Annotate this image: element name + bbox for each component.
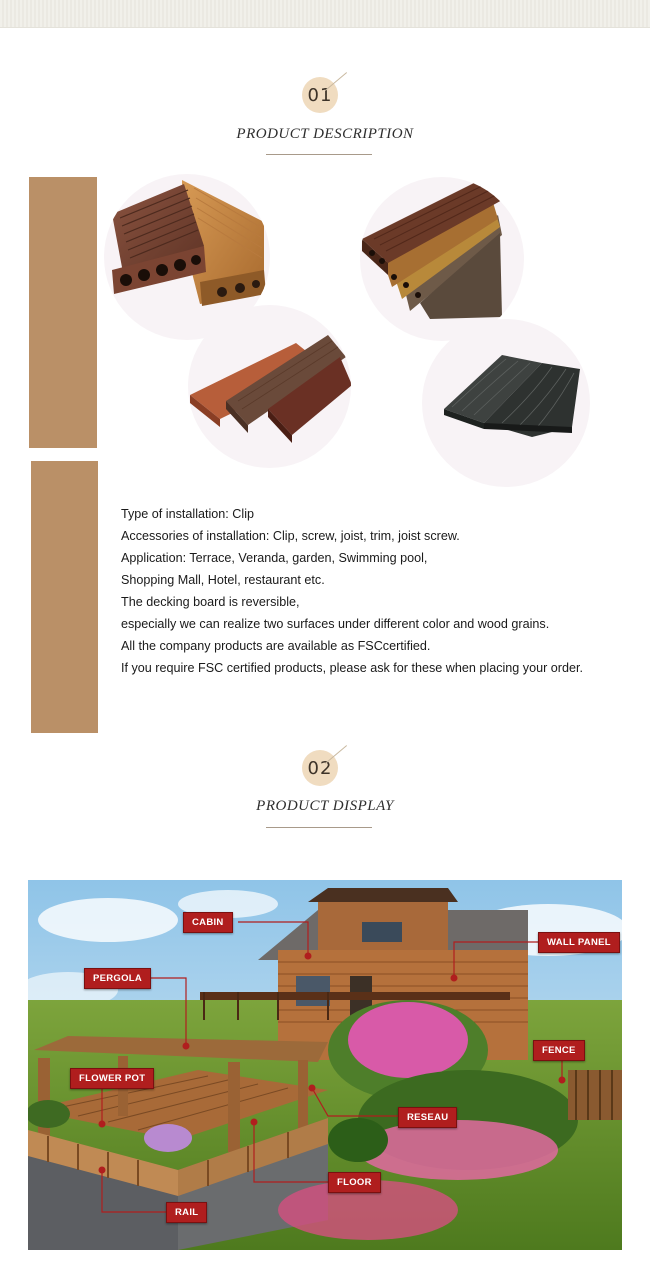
label-rail: RAIL bbox=[166, 1202, 207, 1223]
label-reseau: RESEAU bbox=[398, 1107, 457, 1128]
label-flower-pot: FLOWER POT bbox=[70, 1068, 154, 1089]
product-display-scene bbox=[28, 880, 622, 1250]
section-number-badge bbox=[302, 750, 338, 786]
label-fence: FENCE bbox=[533, 1040, 585, 1061]
label-cabin: CABIN bbox=[183, 912, 233, 933]
section-divider bbox=[266, 154, 372, 155]
spec-line: All the company products are available as FSCcertified. bbox=[121, 639, 431, 653]
label-pergola: PERGOLA bbox=[84, 968, 151, 989]
product-image-gray-boards bbox=[422, 319, 590, 487]
label-wall-panel: WALL PANEL bbox=[538, 932, 620, 953]
section-number: 02 bbox=[307, 757, 333, 779]
spec-line: Shopping Mall, Hotel, restaurant etc. bbox=[121, 573, 325, 587]
product-image-colored-boards bbox=[188, 305, 351, 468]
section-divider bbox=[266, 827, 372, 828]
section-number: 01 bbox=[307, 84, 333, 106]
section-title: PRODUCT DISPLAY bbox=[256, 798, 394, 814]
spec-line: Type of installation: Clip bbox=[121, 507, 255, 521]
top-texture-band bbox=[0, 0, 650, 28]
spec-line: If you require FSC certified products, please ask for these when placing your order. bbox=[121, 661, 584, 675]
section-title: PRODUCT DESCRIPTION bbox=[236, 126, 414, 142]
spec-line: The decking board is reversible, bbox=[121, 595, 300, 609]
section-number-badge bbox=[302, 77, 338, 113]
product-image-stacked-boards bbox=[360, 177, 524, 341]
decorative-tan-bar bbox=[29, 177, 97, 448]
label-floor: FLOOR bbox=[328, 1172, 381, 1193]
spec-line: Accessories of installation: Clip, screw, joist, trim, joist screw. bbox=[121, 529, 460, 543]
spec-line: especially we can realize two surfaces under different color and wood grains. bbox=[121, 617, 550, 631]
product-spec-list bbox=[121, 503, 621, 679]
decorative-tan-bar bbox=[31, 461, 98, 733]
spec-line: Application: Terrace, Veranda, garden, Swimming pool, bbox=[121, 551, 428, 565]
